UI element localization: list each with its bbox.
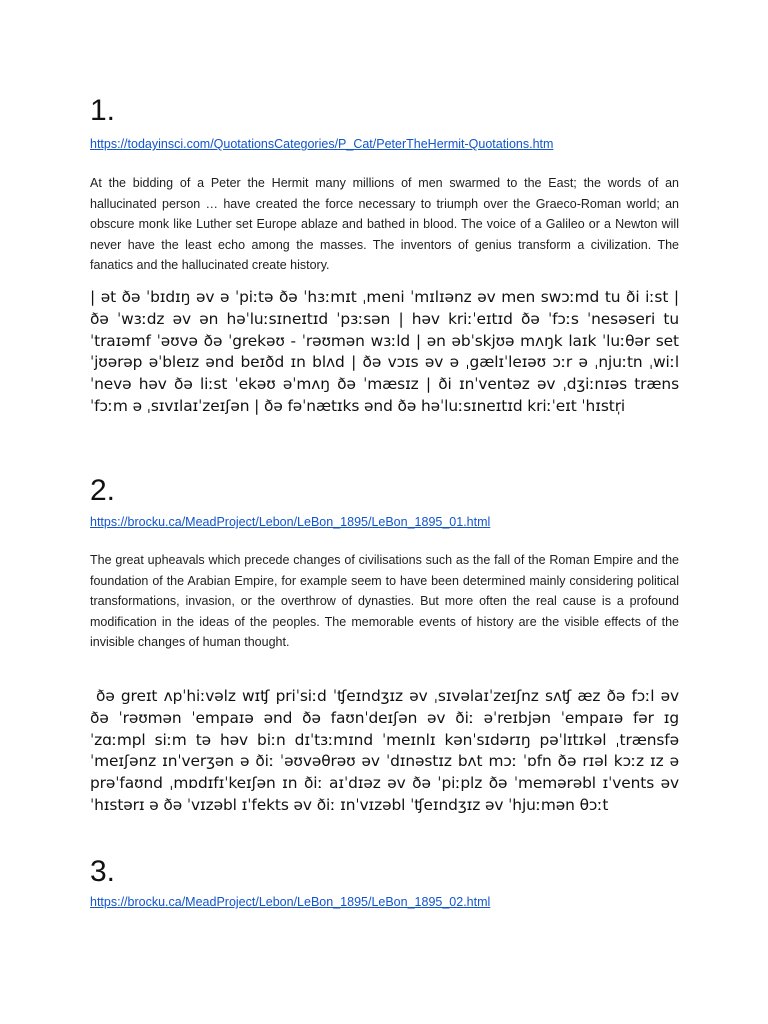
section-3-number: 3. (90, 855, 116, 888)
section-2-quote: The great upheavals which precede changes of civilisations such as the fall of the Roman Empire and the foundation of the Arabian Empire, for example seem to have been determined mainly considering political transformations, invasion, or the overthrow of dynasties. But more often the real cause is a profound modification in the ideas of the peoples. The memorable events of history are the visible effects of the invisible changes of human thought. (90, 553, 679, 650)
section-1-number: 1. (90, 94, 116, 127)
section-1-quote: At the bidding of a Peter the Hermit many millions of men swarmed to the East; the words of an hallucinated person … have created the force necessary to triumph over the Graeco-Roman world; an obscure monk like Luther set Europe ablaze and bathed in blood. The voice of a Galileo or a Newton will never have the least echo among the masses. The inventors of genius transform a civilization. The fanatics and the hallucinated create history. (90, 176, 679, 273)
section-1-link[interactable]: https://todayinsci.com/QuotationsCategories/P_Cat/PeterTheHermit-Quotations.htm (90, 137, 554, 151)
section-1-ipa: | ət ðə ˈbɪdɪŋ əv ə ˈpiːtə ðə ˈhɜːmɪt ˌmeni ˈmɪlɪənz əv men swɔːmd tu ði iːst | ðə ˈwɜːdz əv ən həˈluːsɪneɪtɪd ˈpɜːsən | həv kriːˈeɪtɪd ðə ˈfɔːs ˈnesəseri tu ˈtraɪəmf ˈəʊvə ðə ˈgrekəʊ - ˈrəʊmən wɜːld | ən əbˈskjʊə mʌŋk laɪk ˈluːθər set ˈjʊərəp əˈbleɪz ənd beɪðd ɪn blʌd | ðə vɔɪs əv ə ˌgælɪˈleɪəʊ ɔːr ə ˌnjuːtn ˌwiːl ˈnevə həv ðə liːst ˈekəʊ əˈmʌŋ ðə ˈmæsɪz | ði ɪnˈventəz əv ˌdʒiːnɪəs trænsˈfɔːm ə ˌsɪvɪlaɪˈzeɪʃən | ðə fəˈnætɪks ənd ðə həˈluːsɪneɪtɪd kriːˈeɪt ˈhɪstr̩i (90, 288, 679, 415)
section-2-link[interactable]: https://brocku.ca/MeadProject/Lebon/LeBon_1895/LeBon_1895_01.html (90, 515, 491, 529)
section-2-number: 2. (90, 474, 116, 507)
section-3-link[interactable]: https://brocku.ca/MeadProject/Lebon/LeBon_1895/LeBon_1895_02.html (90, 895, 491, 909)
section-2-ipa: ðə greɪt ʌpˈhiːvəlz wɪʧ priˈsiːd ˈʧeɪndʒɪz əv ˌsɪvəlaɪˈzeɪʃnz sʌʧ æz ðə fɔːl əv ðə ˈrəʊmən ˈempaɪə ənd ðə faʊnˈdeɪʃən əv ðiː əˈreɪbjən ˈempaɪə fər ɪgˈzɑːmpl siːm tə həv biːn dɪˈtɜːmɪnd ˈmeɪnlɪ kənˈsɪdərɪŋ pəˈlɪtɪkəl ˌtrænsfəˈmeɪʃənz ɪnˈverʒən ə ðiː ˈəʊvəθrəʊ əv ˈdɪnəstɪz bʌt mɔː ˈɒfn ðə rɪəl kɔːz ɪz ə prəˈfaʊnd ˌmɒdɪfɪˈkeɪʃən ɪn ðiː aɪˈdɪəz əv ðə ˈpiːplz ðə ˈmemərəbl ɪˈvents əv ˈhɪstərɪ ə ðə ˈvɪzəbl ɪˈfekts əv ðiː ɪnˈvɪzəbl ˈʧeɪndʒɪz əv ˈhjuːmən θɔːt (90, 687, 679, 814)
